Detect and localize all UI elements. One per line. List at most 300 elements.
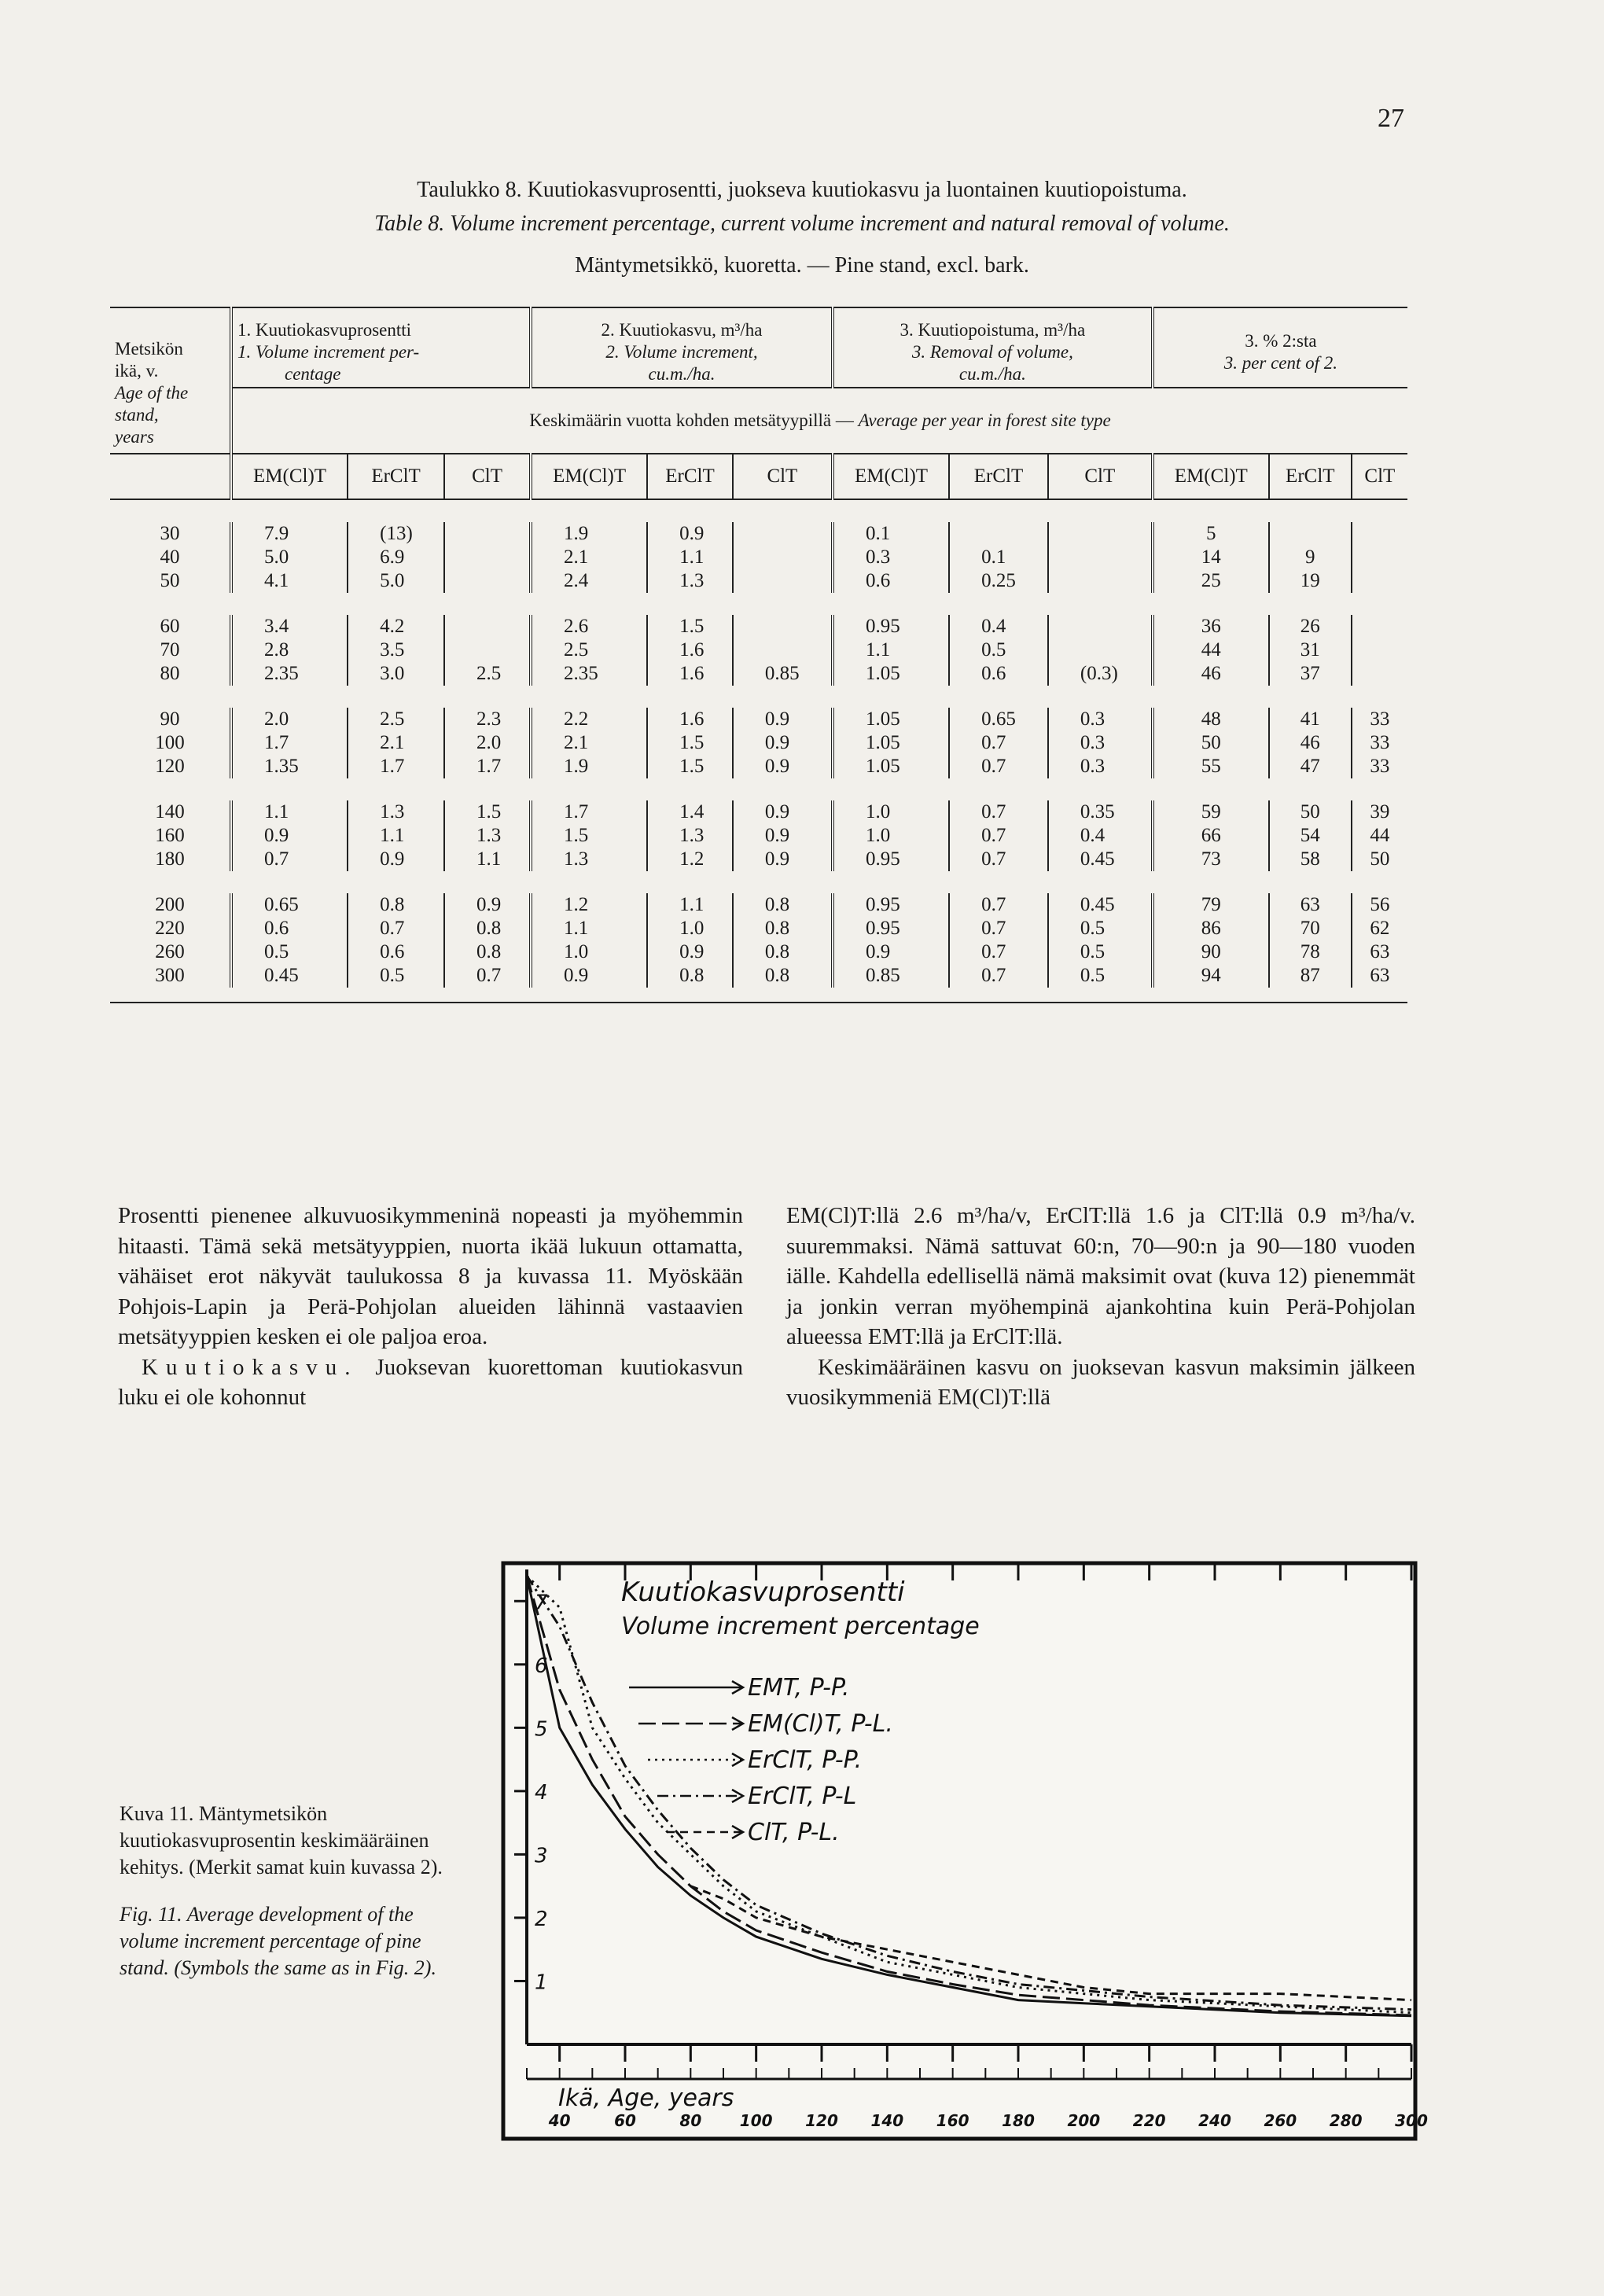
- value-cell: 1.7: [348, 755, 444, 778]
- value-cell: 0.9: [733, 824, 833, 848]
- value-cell: 58: [1269, 848, 1352, 871]
- value-cell: 63: [1352, 964, 1407, 988]
- value-cell: 2.35: [531, 662, 647, 686]
- group-3-en2: cu.m./ha.: [958, 364, 1026, 384]
- value-cell: 0.8: [733, 917, 833, 940]
- value-cell: 0.3: [1048, 731, 1153, 755]
- value-cell: 0.9: [647, 522, 733, 546]
- value-cell: [444, 522, 531, 546]
- value-cell: 0.9: [733, 755, 833, 778]
- value-cell: 0.4: [1048, 824, 1153, 848]
- value-cell: 63: [1269, 893, 1352, 917]
- value-cell: 1.3: [531, 848, 647, 871]
- site-type-header: EM(Cl)T: [531, 454, 647, 499]
- value-cell: 1.4: [647, 800, 733, 824]
- value-cell: 50: [1352, 848, 1407, 871]
- value-cell: 6.9: [348, 546, 444, 569]
- value-cell: [1352, 615, 1407, 638]
- value-cell: [444, 615, 531, 638]
- site-type-header: ClT: [733, 454, 833, 499]
- value-cell: 0.3: [1048, 755, 1153, 778]
- site-type-header: ErClT: [949, 454, 1048, 499]
- group-3-en: 3. Removal of volume,: [911, 342, 1073, 362]
- value-cell: 0.5: [1048, 917, 1153, 940]
- x-tick-label: 120: [805, 2111, 838, 2130]
- figure-11-chart: [503, 1563, 1428, 2139]
- value-cell: 0.8: [733, 964, 833, 988]
- group-2-fi: 2. Kuutiokasvu, m³/ha: [601, 320, 763, 340]
- value-cell: 1.1: [647, 546, 733, 569]
- value-cell: 4.2: [348, 615, 444, 638]
- value-cell: [733, 615, 833, 638]
- value-cell: 0.7: [444, 964, 531, 988]
- value-cell: 0.95: [833, 848, 949, 871]
- value-cell: [1352, 522, 1407, 546]
- value-cell: 1.5: [531, 824, 647, 848]
- value-cell: 1.3: [444, 824, 531, 848]
- value-cell: 56: [1352, 893, 1407, 917]
- value-cell: 0.3: [833, 546, 949, 569]
- value-cell: 0.5: [1048, 940, 1153, 964]
- y-tick-label: 7: [535, 1591, 548, 1615]
- value-cell: 0.9: [444, 893, 531, 917]
- value-cell: 2.1: [348, 731, 444, 755]
- value-cell: 1.3: [647, 824, 733, 848]
- value-cell: 1.7: [444, 755, 531, 778]
- value-cell: 1.0: [833, 824, 949, 848]
- value-cell: 7.9: [231, 522, 348, 546]
- left-paragraph-2-text: Juoksevan kuorettoman kuutiokasvun luku ei ole kohonnut: [118, 1354, 743, 1410]
- value-cell: 54: [1269, 824, 1352, 848]
- value-cell: 0.1: [833, 522, 949, 546]
- value-cell: 26: [1269, 615, 1352, 638]
- value-cell: 33: [1352, 708, 1407, 731]
- table-8: [110, 307, 1407, 1003]
- value-cell: 2.1: [531, 731, 647, 755]
- site-type-header: ClT: [444, 454, 531, 499]
- age-cell: 60: [160, 616, 180, 637]
- value-cell: 2.5: [444, 662, 531, 686]
- y-tick-label: 3: [535, 1844, 548, 1868]
- site-type-header: EM(Cl)T: [231, 454, 348, 499]
- group-1-en: 1. Volume increment per-: [237, 342, 420, 362]
- value-cell: 37: [1269, 662, 1352, 686]
- age-cell: 120: [155, 756, 185, 777]
- y-tick-label: 5: [535, 1717, 548, 1742]
- right-paragraph-2: Keskimääräinen kasvu on juoksevan kasvun maksimin jälkeen vuosikymmeniä EM(Cl)T:llä: [786, 1354, 1415, 1410]
- value-cell: 1.1: [348, 824, 444, 848]
- value-cell: 3.0: [348, 662, 444, 686]
- body-text-left: [118, 1201, 743, 1413]
- age-cell: 140: [155, 801, 185, 822]
- site-type-header: ErClT: [348, 454, 444, 499]
- x-tick-label: 280: [1329, 2111, 1363, 2130]
- value-cell: [1352, 546, 1407, 569]
- value-cell: 44: [1153, 638, 1269, 662]
- value-cell: 87: [1269, 964, 1352, 988]
- value-cell: 90: [1153, 940, 1269, 964]
- value-cell: (13): [348, 522, 444, 546]
- value-cell: 2.6: [531, 615, 647, 638]
- value-cell: 1.05: [833, 662, 949, 686]
- value-cell: [1048, 638, 1153, 662]
- value-cell: 0.5: [348, 964, 444, 988]
- value-cell: 1.05: [833, 755, 949, 778]
- value-cell: 0.45: [231, 964, 348, 988]
- table-row: [110, 917, 1407, 940]
- value-cell: 0.8: [733, 893, 833, 917]
- value-cell: 0.5: [1048, 964, 1153, 988]
- value-cell: 0.9: [733, 731, 833, 755]
- chart-subtitle: Volume increment percentage: [621, 1613, 980, 1640]
- value-cell: 1.1: [647, 893, 733, 917]
- value-cell: 0.6: [348, 940, 444, 964]
- age-header-en-2: stand,: [115, 405, 159, 425]
- value-cell: 48: [1153, 708, 1269, 731]
- value-cell: 0.7: [949, 940, 1048, 964]
- y-tick-label: 2: [535, 1907, 548, 1931]
- table-row: [110, 800, 1407, 824]
- value-cell: 0.65: [949, 708, 1048, 731]
- site-type-header: EM(Cl)T: [1153, 454, 1269, 499]
- value-cell: 0.8: [444, 940, 531, 964]
- site-type-header: EM(Cl)T: [833, 454, 949, 499]
- group-3-fi: 3. Kuutiopoistuma, m³/ha: [899, 320, 1086, 340]
- table-row: [110, 755, 1407, 778]
- value-cell: 0.8: [647, 964, 733, 988]
- table-row: [110, 824, 1407, 848]
- value-cell: 0.6: [231, 917, 348, 940]
- value-cell: 46: [1153, 662, 1269, 686]
- value-cell: 14: [1153, 546, 1269, 569]
- value-cell: 0.7: [949, 848, 1048, 871]
- y-tick-label: 4: [535, 1780, 548, 1805]
- x-tick-label: 180: [1002, 2111, 1035, 2130]
- site-type-header: ErClT: [1269, 454, 1352, 499]
- value-cell: 1.3: [348, 800, 444, 824]
- value-cell: 0.6: [949, 662, 1048, 686]
- value-cell: 2.1: [531, 546, 647, 569]
- value-cell: 0.7: [949, 731, 1048, 755]
- value-cell: 46: [1269, 731, 1352, 755]
- value-cell: 0.5: [231, 940, 348, 964]
- value-cell: 0.7: [348, 917, 444, 940]
- age-cell: 50: [160, 570, 180, 591]
- value-cell: 1.5: [444, 800, 531, 824]
- value-cell: 1.6: [647, 662, 733, 686]
- value-cell: 70: [1269, 917, 1352, 940]
- value-cell: 0.6: [833, 569, 949, 593]
- value-cell: [1269, 522, 1352, 546]
- value-cell: 1.2: [647, 848, 733, 871]
- table-row: [110, 546, 1407, 569]
- value-cell: 1.6: [647, 708, 733, 731]
- legend-label: ErClT, P-P.: [748, 1746, 863, 1774]
- value-cell: 2.4: [531, 569, 647, 593]
- legend-label: ErClT, P-L: [748, 1783, 857, 1810]
- value-cell: 0.45: [1048, 893, 1153, 917]
- right-paragraph-1: EM(Cl)T:llä 2.6 m³/ha/v, ErClT:llä 1.6 ja ClT:llä 0.9 m³/ha/v. suuremmaksi. Nämä sattuvat 60:n, 70—90:n ja 90—180 vuoden iälle. Kahdella edellisellä nämä maksimit ovat (kuva 12) pienemmät ja jonkin verran myöhempinä ajankohtina kuin Perä-Pohjolan alueessa EMT:llä ja ErClT:llä.: [786, 1203, 1415, 1349]
- value-cell: 0.1: [949, 546, 1048, 569]
- value-cell: 1.9: [531, 755, 647, 778]
- value-cell: 41: [1269, 708, 1352, 731]
- site-type-header: ErClT: [647, 454, 733, 499]
- chart-frame: [503, 1563, 1415, 2139]
- value-cell: 1.0: [833, 800, 949, 824]
- value-cell: 59: [1153, 800, 1269, 824]
- group-4-fi: 3. % 2:sta: [1245, 331, 1317, 351]
- site-type-header: ClT: [1352, 454, 1407, 499]
- value-cell: 2.8: [231, 638, 348, 662]
- x-tick-label: 140: [870, 2111, 904, 2130]
- value-cell: 0.7: [949, 824, 1048, 848]
- age-cell: 80: [160, 663, 180, 684]
- value-cell: [1048, 522, 1153, 546]
- value-cell: 1.1: [231, 800, 348, 824]
- heading-kuutiokasvu: Kuutiokasvu.: [142, 1354, 359, 1380]
- age-header-en-1: Age of the: [115, 383, 189, 403]
- value-cell: 0.3: [1048, 708, 1153, 731]
- age-header-en-3: years: [115, 427, 154, 447]
- value-cell: 50: [1153, 731, 1269, 755]
- value-cell: 0.85: [833, 964, 949, 988]
- value-cell: 0.9: [348, 848, 444, 871]
- value-cell: 1.35: [231, 755, 348, 778]
- site-type-header: ClT: [1048, 454, 1153, 499]
- table-row: [110, 893, 1407, 917]
- value-cell: [1352, 569, 1407, 593]
- value-cell: 0.9: [733, 848, 833, 871]
- value-cell: 3.4: [231, 615, 348, 638]
- x-tick-label: 160: [936, 2111, 969, 2130]
- group-2-en: 2. Volume increment,: [605, 342, 758, 362]
- age-cell: 160: [155, 825, 185, 846]
- value-cell: 0.8: [348, 893, 444, 917]
- value-cell: 39: [1352, 800, 1407, 824]
- x-tick-label: 220: [1132, 2111, 1166, 2130]
- value-cell: [733, 569, 833, 593]
- group-4-en: 3. per cent of 2.: [1223, 353, 1338, 373]
- age-cell: 260: [155, 941, 185, 962]
- value-cell: 33: [1352, 731, 1407, 755]
- value-cell: [444, 638, 531, 662]
- left-paragraph-2: [118, 1352, 743, 1413]
- value-cell: 1.0: [647, 917, 733, 940]
- y-tick-label: 6: [535, 1654, 548, 1678]
- value-cell: 31: [1269, 638, 1352, 662]
- value-cell: 2.35: [231, 662, 348, 686]
- group-1-fi: 1. Kuutiokasvuprosentti: [237, 320, 412, 340]
- chart-xlabel: Ikä, Age, years: [558, 2084, 734, 2112]
- x-tick-label: 100: [739, 2111, 773, 2130]
- age-cell: 300: [155, 965, 185, 986]
- value-cell: 1.5: [647, 731, 733, 755]
- value-cell: [1048, 569, 1153, 593]
- value-cell: 1.1: [833, 638, 949, 662]
- value-cell: 1.05: [833, 731, 949, 755]
- value-cell: 1.5: [647, 755, 733, 778]
- average-label-en: Average per year in forest site type: [858, 410, 1111, 430]
- value-cell: 1.9: [531, 522, 647, 546]
- value-cell: 36: [1153, 615, 1269, 638]
- value-cell: 73: [1153, 848, 1269, 871]
- value-cell: 0.7: [949, 755, 1048, 778]
- value-cell: (0.3): [1048, 662, 1153, 686]
- value-cell: 1.0: [531, 940, 647, 964]
- value-cell: [1352, 638, 1407, 662]
- age-cell: 40: [160, 546, 180, 568]
- value-cell: [733, 522, 833, 546]
- table-row: [110, 940, 1407, 964]
- value-cell: 0.65: [231, 893, 348, 917]
- value-cell: 94: [1153, 964, 1269, 988]
- value-cell: 0.4: [949, 615, 1048, 638]
- value-cell: 86: [1153, 917, 1269, 940]
- table-row: [110, 731, 1407, 755]
- value-cell: 0.7: [949, 964, 1048, 988]
- value-cell: 25: [1153, 569, 1269, 593]
- x-tick-label: 80: [679, 2111, 702, 2130]
- value-cell: [444, 546, 531, 569]
- value-cell: 9: [1269, 546, 1352, 569]
- value-cell: 4.1: [231, 569, 348, 593]
- value-cell: 0.35: [1048, 800, 1153, 824]
- value-cell: 79: [1153, 893, 1269, 917]
- table-subcaption: Mäntymetsikkö, kuoretta. — Pine stand, excl. bark.: [575, 253, 1029, 278]
- age-cell: 220: [155, 918, 185, 939]
- value-cell: 0.9: [531, 964, 647, 988]
- value-cell: 2.0: [231, 708, 348, 731]
- x-tick-label: 200: [1067, 2111, 1101, 2130]
- value-cell: 62: [1352, 917, 1407, 940]
- value-cell: 1.1: [531, 917, 647, 940]
- value-cell: 0.7: [231, 848, 348, 871]
- x-tick-label: 40: [548, 2111, 571, 2130]
- value-cell: 1.3: [647, 569, 733, 593]
- value-cell: [1048, 546, 1153, 569]
- age-header-fi-1: Metsikön: [115, 339, 183, 359]
- value-cell: 5.0: [348, 569, 444, 593]
- value-cell: 2.2: [531, 708, 647, 731]
- value-cell: 1.5: [647, 615, 733, 638]
- average-label-fi: Keskimäärin vuotta kohden metsätyypillä —: [529, 410, 854, 430]
- value-cell: 0.25: [949, 569, 1048, 593]
- value-cell: 0.9: [647, 940, 733, 964]
- value-cell: 2.5: [531, 638, 647, 662]
- table-row: [110, 964, 1407, 988]
- value-cell: [733, 546, 833, 569]
- value-cell: 1.7: [231, 731, 348, 755]
- value-cell: 1.05: [833, 708, 949, 731]
- value-cell: 0.7: [949, 800, 1048, 824]
- value-cell: 63: [1352, 940, 1407, 964]
- age-cell: 180: [155, 848, 185, 870]
- value-cell: 0.8: [444, 917, 531, 940]
- value-cell: 66: [1153, 824, 1269, 848]
- value-cell: 1.1: [444, 848, 531, 871]
- value-cell: 1.2: [531, 893, 647, 917]
- age-cell: 200: [155, 894, 185, 915]
- value-cell: 0.85: [733, 662, 833, 686]
- age-cell: 90: [160, 708, 180, 730]
- value-cell: 0.9: [733, 800, 833, 824]
- table-row: [110, 615, 1407, 638]
- table-caption-fi: Taulukko 8. Kuutiokasvuprosentti, juokseva kuutiokasvu ja luontainen kuutiopoistuma.: [417, 178, 1187, 202]
- value-cell: 47: [1269, 755, 1352, 778]
- value-cell: 33: [1352, 755, 1407, 778]
- group-1-en2: centage: [285, 364, 341, 384]
- value-cell: 19: [1269, 569, 1352, 593]
- value-cell: 2.3: [444, 708, 531, 731]
- figure-caption-fi: Kuva 11. Mäntymetsikön kuutiokasvuprosentin keskimääräinen kehitys. (Merkit samat kuin kuvassa 2).: [120, 1802, 443, 1878]
- group-2-en2: cu.m./ha.: [648, 364, 716, 384]
- value-cell: 55: [1153, 755, 1269, 778]
- age-cell: 70: [160, 639, 180, 660]
- x-tick-label: 240: [1198, 2111, 1231, 2130]
- value-cell: 0.45: [1048, 848, 1153, 871]
- table-row: [110, 662, 1407, 686]
- y-tick-label: 1: [535, 1970, 548, 1995]
- value-cell: [949, 522, 1048, 546]
- value-cell: 0.9: [733, 708, 833, 731]
- value-cell: 50: [1269, 800, 1352, 824]
- table-row: [110, 522, 1407, 546]
- value-cell: 5: [1153, 522, 1269, 546]
- value-cell: 2.0: [444, 731, 531, 755]
- value-cell: 0.95: [833, 615, 949, 638]
- table-caption-en: Table 8. Volume increment percentage, current volume increment and natural removal of volume.: [374, 212, 1230, 236]
- value-cell: 0.9: [231, 824, 348, 848]
- table-row: [110, 638, 1407, 662]
- value-cell: 5.0: [231, 546, 348, 569]
- value-cell: 78: [1269, 940, 1352, 964]
- legend-label: EMT, P-P.: [748, 1674, 850, 1702]
- value-cell: 0.95: [833, 893, 949, 917]
- value-cell: [1048, 615, 1153, 638]
- value-cell: 0.95: [833, 917, 949, 940]
- value-cell: 44: [1352, 824, 1407, 848]
- value-cell: 0.5: [949, 638, 1048, 662]
- figure-caption: [120, 1801, 458, 1981]
- table-row: [110, 569, 1407, 593]
- value-cell: [733, 638, 833, 662]
- legend-label: EM(Cl)T, P-L.: [748, 1710, 893, 1738]
- body-text-right: [786, 1201, 1415, 1413]
- value-cell: 1.7: [531, 800, 647, 824]
- value-cell: 0.9: [833, 940, 949, 964]
- table-row: [110, 708, 1407, 731]
- age-cell: 30: [160, 523, 180, 544]
- x-tick-label: 300: [1395, 2111, 1428, 2130]
- age-header-fi-2: ikä, v.: [115, 361, 159, 381]
- value-cell: [1352, 662, 1407, 686]
- age-cell: 100: [155, 732, 185, 753]
- value-cell: 3.5: [348, 638, 444, 662]
- figure-caption-en: Fig. 11. Average development of the volume increment percentage of pine stand. (Symbols the same as in Fig. 2).: [120, 1903, 436, 1979]
- value-cell: 2.5: [348, 708, 444, 731]
- value-cell: 0.8: [733, 940, 833, 964]
- value-cell: [444, 569, 531, 593]
- legend-label: ClT, P-L.: [748, 1819, 840, 1846]
- page-number: 27: [1378, 104, 1404, 133]
- x-tick-label: 60: [614, 2111, 636, 2130]
- chart-title: Kuutiokasvuprosentti: [621, 1577, 905, 1608]
- value-cell: 0.7: [949, 893, 1048, 917]
- table-row: [110, 848, 1407, 871]
- left-paragraph-1: Prosentti pienenee alkuvuosikymmeninä nopeasti ja myöhemmin hitaasti. Tämä sekä metsätyyppien, nuorta ikää lukuun ottamatta, vähäiset erot näkyvät taulukossa 8 ja kuvassa 11. Myöskään Pohjois-Lapin ja Perä-Pohjolan alueiden lähinnä vastaavien metsätyyppien kesken ei ole paljoa eroa.: [118, 1203, 743, 1349]
- value-cell: 0.7: [949, 917, 1048, 940]
- x-tick-label: 260: [1264, 2111, 1297, 2130]
